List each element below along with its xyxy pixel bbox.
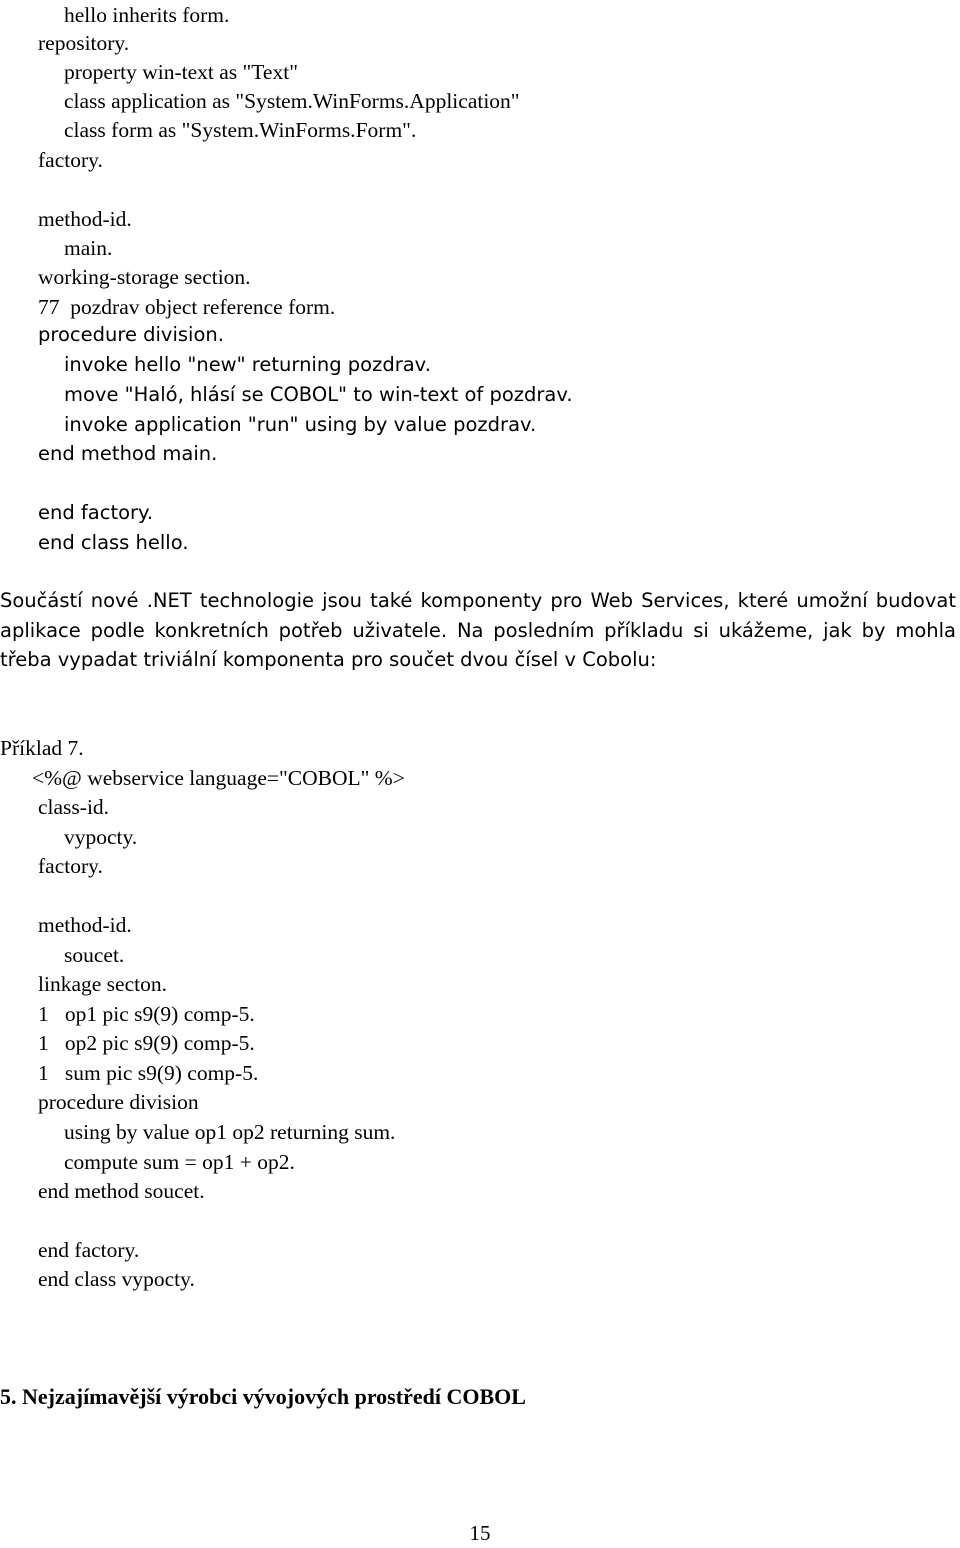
code-line: class-id. [38, 795, 110, 819]
code-line: soucet. [64, 943, 125, 967]
example-label: Příklad 7. [0, 736, 84, 760]
code-line: invoke application "run" using by value pozdrav. [64, 413, 537, 436]
code-line: class application as "System.WinForms.Application" [64, 89, 520, 113]
code-line: end factory. [38, 501, 154, 524]
code-line: end method main. [38, 442, 218, 465]
code-line: linkage secton. [38, 972, 167, 996]
code-line: 1 sum pic s9(9) comp-5. [38, 1061, 259, 1085]
code-line: procedure division. [38, 323, 224, 346]
code-line: invoke hello "new" returning pozdrav. [64, 353, 431, 376]
code-line: <%@ webservice language="COBOL" %> [32, 766, 405, 790]
code-line: repository. [38, 31, 130, 55]
code-line: hello inherits form. [64, 3, 230, 27]
code-line: compute sum = op1 + op2. [64, 1150, 295, 1174]
code-line: end class hello. [38, 531, 189, 554]
code-line: vypocty. [64, 825, 138, 849]
code-line: factory. [38, 854, 103, 878]
code-line: end method soucet. [38, 1179, 205, 1203]
code-line: end class vypocty. [38, 1267, 195, 1291]
code-line: class form as "System.WinForms.Form". [64, 118, 417, 142]
code-line: using by value op1 op2 returning sum. [64, 1120, 396, 1144]
body-paragraph: Součástí nové .NET technologie jsou také komponenty pro Web Services, které umožní budovat aplikace podle konkretních potřeb uživatele. Na posledním příkladu si ukážeme, jak by mohla třeba vypadat triviální komponenta pro součet dvou čísel v Cobolu: [0, 589, 956, 671]
code-line: end factory. [38, 1238, 140, 1262]
code-line: working-storage section. [38, 265, 251, 289]
code-line: property win-text as "Text" [64, 60, 298, 84]
code-line: method-id. [38, 913, 132, 937]
code-line: procedure division [38, 1090, 199, 1114]
code-line: move "Haló, hlásí se COBOL" to win-text of pozdrav. [64, 383, 573, 406]
code-line: factory. [38, 148, 103, 172]
section-heading: 5. Nejzajímavější výrobci vývojových prostředí COBOL [0, 1384, 526, 1409]
code-line: 77 pozdrav object reference form. [38, 295, 336, 319]
page-number: 15 [469, 1521, 491, 1545]
code-line: method-id. [38, 207, 132, 231]
code-line: 1 op2 pic s9(9) comp-5. [38, 1031, 255, 1055]
code-line: 1 op1 pic s9(9) comp-5. [38, 1002, 255, 1026]
code-line: main. [64, 236, 113, 260]
